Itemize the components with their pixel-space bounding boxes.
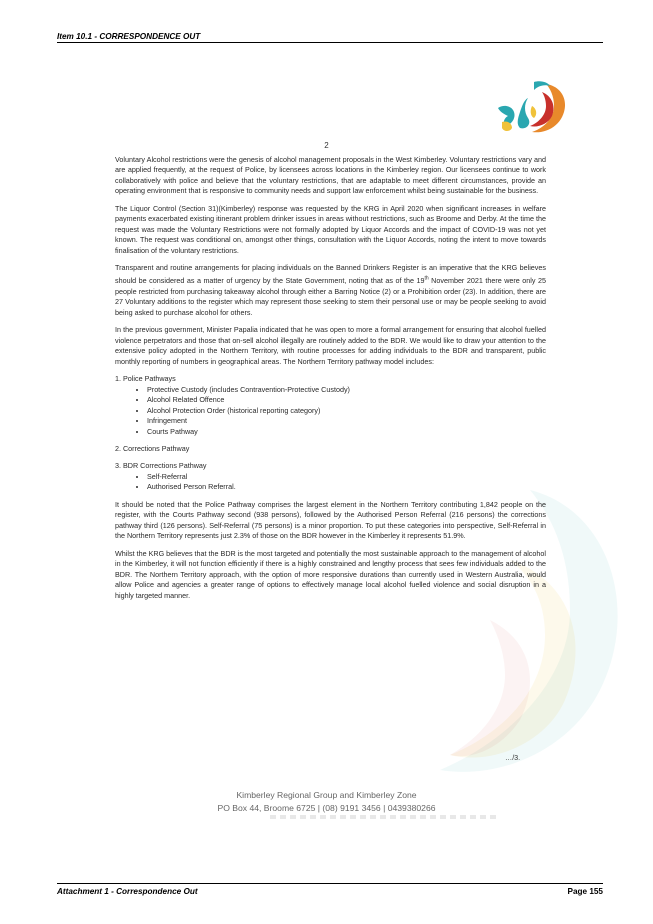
- list-item: • Self-Referral: [147, 472, 546, 482]
- paragraph: Whilst the KRG believes that the BDR is the most targeted and potentially the most sustainable approach to the management of alcohol in the Kimberley, it will not function efficiently if there is a highly constrained and lengthy process that sees few individuals added to the BDR. The Northern Territory approach, with the option of more responsive durations than currently used in Western Australia, would allow Police and agencies a greater range of options to effectively manage local alcohol fuelled violence and social disruption in a highly targeted manner.: [115, 548, 546, 600]
- list-item: • Courts Pathway: [147, 427, 546, 437]
- list-item: • Protective Custody (includes Contravention-Protective Custody): [147, 385, 546, 395]
- letterhead-org-name: Kimberley Regional Group and Kimberley Zone: [236, 790, 417, 800]
- pathway-list: [115, 385, 546, 437]
- letter-body: [115, 155, 546, 608]
- continuation-marker: …/3.: [505, 753, 521, 762]
- cut-off-footer-line: [270, 815, 500, 819]
- paragraph: It should be noted that the Police Pathway comprises the largest element in the Northern Territory contributing 1,842 people on the register, with the Courts Pathway second (938 persons), followed by the Authorised Person Referral (216 persons) the corrections pathway third (126 persons). Self-Referral (75 persons) is a minor proportion. To put these categories into perspective, Self-Referral in the Northern Territory represents just 2.3% of those on the BDR however in the Kimberley it represents 51.9%.: [115, 499, 546, 541]
- list-item: • Infringement: [147, 416, 546, 426]
- paragraph: In the previous government, Minister Papalia indicated that he was open to more a formal arrangement for ensuring that alcohol fuelled violence perpetrators and those that on-sell alcohol illegally are routinely added to the BDR. We would like to draw your attention to the extensive policy adopted in the Northern Territory, with routine processes for adding individuals to the BDR and transparent, public monthly reporting of numbers in geographical areas. The Northern Territory pathway model includes:: [115, 325, 546, 366]
- paragraph: The Liquor Control (Section 31)(Kimberley) response was requested by the KRG in April 2020 when significant increases in welfare payments exacerbated existing itinerant problem drinker issues in areas without restrictions, such as Broome and Derby. At the time the request was made the Voluntary Restrictions were not formally adopted by Liquor Accords and the impact of COVID-19 was not yet known. The request was conditional on, amongst other things, consultation with the Liquor Accords, noting the intent to move towards finalisation of the voluntary restrictions.: [115, 204, 546, 255]
- attachment-footer: Attachment 1 - Correspondence Out: [57, 887, 198, 896]
- paragraph-text: Transparent and routine arrangements for placing individuals on the Banned Drinkers Register is an imperative that the KRG believes should be considered as a matter of urgency by the State Government, noting that as of the 19th November 2021 there were only 25 people restricted from purchasing takeaway alcohol through either a Barring Notice (2) or a Prohibition order (23). In addition, there are 27 Voluntary additions to the register which may represent those seeking to stem their personal use or may be people seeking to avoid being asked to purchase alcohol for others.: [115, 263, 546, 317]
- list-item: • Alcohol Related Offence: [147, 395, 546, 405]
- pathway-title: 2. Corrections Pathway: [115, 444, 190, 454]
- kimberley-logo-icon: [494, 78, 570, 140]
- paragraph: Voluntary Alcohol restrictions were the genesis of alcohol management proposals in the West Kimberley. Voluntary restrictions vary and are applied frequently, at the request of Police, by licensees across locations in the Kimberley region. Our licensees continue to work collaboratively with police and believe that the voluntary restrictions, that are adaptable to meet different circumstances, provide an operating environment that is responsive to community needs and support law enforcement whilst being sustainable for the business.: [115, 155, 546, 196]
- pathway-title: 1. Police Pathways: [115, 374, 176, 384]
- list-item: • Authorised Person Referral.: [147, 482, 546, 492]
- paragraph: [115, 263, 546, 318]
- footer-rule: [57, 883, 603, 884]
- pathway-list: [115, 472, 546, 493]
- letterhead-contact: PO Box 44, Broome 6725 | (08) 9191 3456 | 0439380266: [217, 803, 436, 813]
- pathway-title: 3. BDR Corrections Pathway: [115, 461, 207, 471]
- list-item: • Alcohol Protection Order (historical reporting category): [147, 406, 546, 416]
- item-header: Item 10.1 - CORRESPONDENCE OUT: [57, 32, 201, 41]
- page-number: 2: [324, 141, 329, 150]
- header-rule: [57, 42, 603, 43]
- page-footer-number: Page 155: [567, 887, 603, 896]
